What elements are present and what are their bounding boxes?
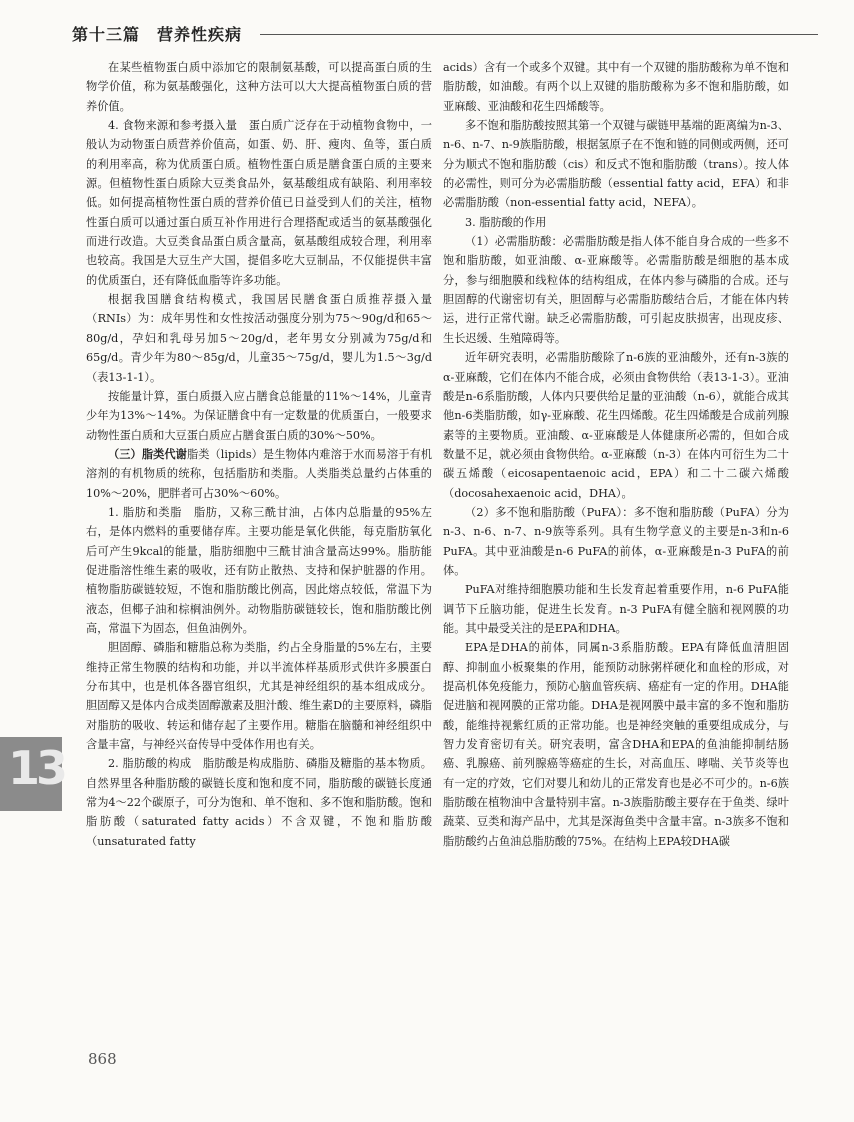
paragraph: 近年研究表明，必需脂肪酸除了n-6族的亚油酸外，还有n-3族的α-亚麻酸，它们在体内不能合成，必须由食物供给（表13-1-3）。亚油酸是n-6系脂肪酸，人体内只要供给足量的亚油酸（n-6），就能合成其他n-6类脂肪酸，如γ-亚麻酸、花生四烯酸。花生四烯酸是合成前列腺素等的主要物质。亚油酸、α-亚麻酸是人体健康所必需的，但如合成数量不足，就必须由食物供给。α-亚麻酸（n-3）在体内可衍生为二十碳五烯酸（eicosapentaenoic acid，EPA）和二十二碳六烯酸（docosahexaenoic acid，DHA）。 xyxy=(443,351,789,500)
paragraph: （2）多不饱和脂肪酸（PuFA）：多不饱和脂肪酸（PuFA）分为n-3、n-6、n-7、n-9族等系列。具有生物学意义的主要是n-3和n-6 PuFA。其中亚油酸是n-6 PuFA的前体，α-亚麻酸是n-3 PuFA的前体。 xyxy=(443,505,789,577)
part-title: 第十三篇 营养性疾病 xyxy=(72,25,243,44)
header-rule xyxy=(260,34,818,35)
paragraph: 胆固醇、磷脂和糖脂总称为类脂，约占全身脂量的5%左右，主要维持正常生物膜的结构和功能，并以半流体样基质形式供许多膜蛋白分布其中，也是机体各器官组织，尤其是神经组织的基本组成成分。胆固醇又是体内合成类固醇激素及胆汁酸、维生素D的主要原料，磷脂对脂肪的吸收、转运和储存起了主要作用。糖脂在脑髓和神经组织中含量丰富，与神经兴奋传导中受体作用也有关。 xyxy=(86,641,432,752)
section-heading: （三）脂类代谢 xyxy=(108,447,187,461)
paragraph-text: 脂类（lipids）是生物体内难溶于水而易溶于有机溶剂的有机物质的统称，包括脂肪和类脂。人类脂类总量约占体重的10%～20%，肥胖者可占30%～60%。 xyxy=(86,447,432,500)
running-header xyxy=(72,22,818,44)
page-number: 868 xyxy=(88,1050,117,1068)
paragraph: 2. 脂肪酸的构成 脂肪酸是构成脂肪、磷脂及糖脂的基本物质。自然界里各种脂肪酸的碳链长度和饱和度不同，脂肪酸的碳链长度通常为4～22个碳原子，可分为饱和、单不饱和、多不饱和脂肪酸。饱和脂肪酸（saturated fatty acids）不含双键，不饱和脂肪酸（unsaturated fatty xyxy=(86,757,432,848)
paragraph: 在某些植物蛋白质中添加它的限制氨基酸，可以提高蛋白质的生物学价值，称为氨基酸强化，这种方法可以大大提高植物蛋白质的营养价值。 xyxy=(86,61,432,113)
subheading: 3. 脂肪酸的作用 xyxy=(465,215,547,229)
paragraph: 1. 脂肪和类脂 脂肪，又称三酰甘油，占体内总脂量的95%左右，是体内燃料的重要储存库。主要功能是氧化供能，每克脂肪氧化后可产生9kcal的能量，脂肪细胞中三酰甘油含量高达99%。脂肪能促进脂溶性维生素的吸收，还有防止散热、支持和保护脏器的作用。植物脂肪碳链较短，不饱和脂肪酸比例高，因此熔点较低，常温下为液态，但椰子油和棕榈油例外。动物脂肪碳链较长，饱和脂肪酸比例高，常温下为固态，但鱼油例外。 xyxy=(86,505,432,635)
paragraph: 多不饱和脂肪酸按照其第一个双键与碳链甲基端的距离编为n-3、n-6、n-7、n-9族脂肪酸，根据氢原子在不饱和链的同侧或两侧，还可分为顺式不饱和脂肪酸（cis）和反式不饱和脂肪酸（trans）。按人体的必需性，则可分为必需脂肪酸（essential fatty acid，EFA）和非必需脂肪酸（non-essential fatty acid，NEFA）。 xyxy=(443,119,789,210)
paragraph: PuFA对维持细胞膜功能和生长发育起着重要作用，n-6 PuFA能调节下丘脑功能，促进生长发育。n-3 PuFA有健全脑和视网膜的功能。其中最受关注的是EPA和DHA。 xyxy=(443,583,789,635)
paragraph: 4. 食物来源和参考摄入量 蛋白质广泛存在于动植物食物中，一般认为动物蛋白质营养价值高，如蛋、奶、肝、瘦肉、鱼等，蛋白质的利用率高，称为优质蛋白质。植物性蛋白质是膳食蛋白质的主要来源。但植物性蛋白质除大豆类食品外，氨基酸组成有缺陷、利用率较低。如何提高植物性蛋白质的营养价值已日益受到人们的关注，植物性蛋白质可以通过蛋白质互补作用进行合理搭配或适当的氨基酸强化而进行改造。大豆类食品蛋白质含量高，氨基酸组成较合理，利用率也较高。我国是大豆生产大国，提倡多吃大豆制品，不仅能提供丰富的优质蛋白，还有降低血脂等许多功能。 xyxy=(86,119,432,287)
paragraph: 根据我国膳食结构模式，我国居民膳食蛋白质推荐摄入量（RNIs）为：成年男性和女性按活动强度分别为75～90g/d和65～80g/d，孕妇和乳母另加5～20g/d，老年男女分别减为75g/d和65g/d。青少年为80～85g/d，儿童35～75g/d，婴儿为1.5～3g/d（表13-1-1）。 xyxy=(86,293,432,384)
paragraph: acids）含有一个或多个双键。其中有一个双键的脂肪酸称为单不饱和脂肪酸，如油酸。有两个以上双键的脂肪酸称为多不饱和脂肪酸，如亚麻酸、亚油酸和花生四烯酸等。 xyxy=(443,61,789,113)
right-column xyxy=(443,58,789,851)
chapter-tab xyxy=(0,737,65,811)
chapter-number: 13 xyxy=(8,741,65,795)
paragraph: EPA是DHA的前体，同属n-3系脂肪酸。EPA有降低血清胆固醇、抑制血小板聚集的作用，能预防动脉粥样硬化和血栓的形成，对提高机体免疫能力，预防心脑血管疾病、癌症有一定的作用。DHA能促进脑和视网膜的正常功能。DHA是视网膜中最丰富的多不饱和脂肪酸，能维持视紫红质的正常功能。也是神经突触的重要组成成分，与智力发育密切有关。研究表明，富含DHA和EPA的鱼油能抑制结肠癌、乳腺癌、前列腺癌等癌症的生长，对高血压、哮喘、关节炎等也有一定的疗效，它们对婴儿和幼儿的正常发育也是必不可少的。n-6族脂肪酸在植物油中含量特别丰富。n-3族脂肪酸主要存在于鱼类、绿叶蔬菜、豆类和海产品中，尤其是深海鱼类中含量丰富。n-3族多不饱和脂肪酸约占鱼油总脂肪酸的75%。在结构上EPA较DHA碳 xyxy=(443,641,789,848)
left-column xyxy=(86,58,432,851)
paragraph: （1）必需脂肪酸：必需脂肪酸是指人体不能自身合成的一些多不饱和脂肪酸，如亚油酸、α-亚麻酸等。必需脂肪酸是细胞的基本成分，参与细胞膜和线粒体的结构组成，在体内参与磷脂的合成。还与胆固醇的代谢密切有关，胆固醇与必需脂肪酸结合后，才能在体内转运，进行正常代谢。缺乏必需脂肪酸，可引起皮肤损害，出现皮疹、生长迟缓、生殖障碍等。 xyxy=(443,235,789,345)
section-paragraph xyxy=(86,445,432,503)
paragraph: 按能量计算，蛋白质摄入应占膳食总能量的11%～14%，儿童青少年为13%～14%。为保证膳食中有一定数量的优质蛋白，一般要求动物性蛋白质和大豆蛋白质应占膳食蛋白质的30%～50%。 xyxy=(86,389,432,442)
